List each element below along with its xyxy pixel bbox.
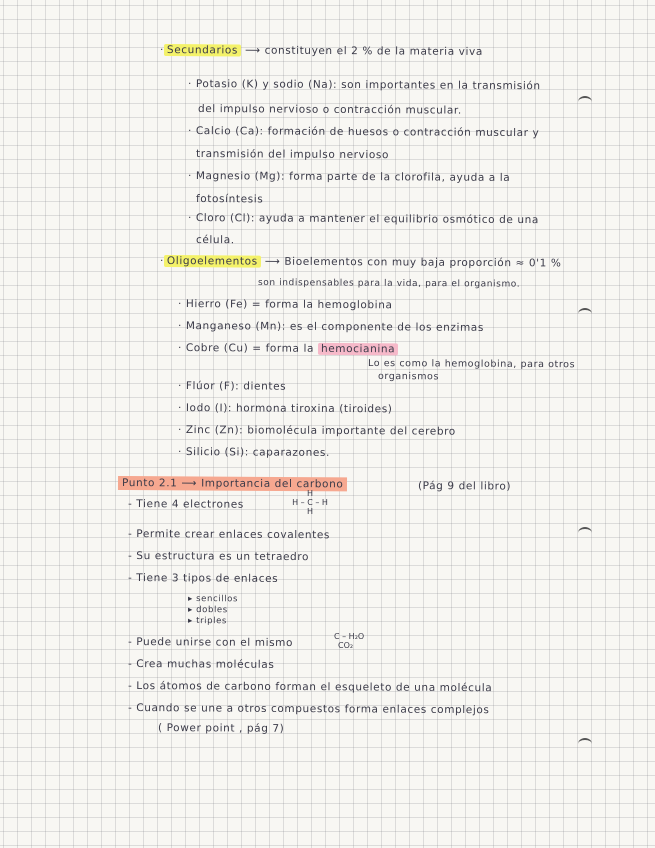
secundarios-heading: · Secundarios ⟶ constituyen el 2 % de la materia viva <box>159 44 483 58</box>
list-item: ▸ sencillos <box>187 594 239 605</box>
list-item: - Puede unirse con el mismo <box>127 636 294 650</box>
carbon-formula: H H – C – H H <box>292 489 328 516</box>
oligoelementos-desc: Bioelementos con muy baja proporción ≈ 0'1 % <box>284 255 562 270</box>
list-item: - Los átomos de carbono forman el esqueleto de una molécula <box>127 680 493 695</box>
hemocianina-note: Lo es como la hemoglobina, para otros <box>367 358 576 371</box>
list-item: ▸ triples <box>187 616 228 627</box>
binder-hole <box>578 96 592 108</box>
list-item: · Cobre (Cu) = forma la hemocianina <box>178 342 398 355</box>
formula-2: C – H₂O CO₂ <box>334 632 365 650</box>
list-item: · Flúor (F): dientes <box>177 380 287 393</box>
list-item: · Iodo (I): hormona tiroxina (tiroides) <box>177 402 393 416</box>
list-item: · Potasio (K) y sodio (Na): son importantes en la transmisión <box>187 78 541 93</box>
punto-label: Punto 2.1 ⟶ Importancia del carbono <box>118 476 347 491</box>
oligoelementos-heading: · Oligoelementos ⟶ Bioelementos con muy baja proporción ≈ 0'1 % <box>159 255 562 270</box>
list-item: - Cuando se une a otros compuestos forma enlaces complejos <box>127 702 490 717</box>
binder-hole <box>578 308 592 320</box>
secundarios-title: Secundarios <box>164 44 241 56</box>
list-item: - Su estructura es un tetraedro <box>127 550 310 564</box>
list-item: ▸ dobles <box>187 605 228 616</box>
list-item: · Zinc (Zn): biomolécula importante del cerebro <box>177 424 456 438</box>
list-item: - Tiene 3 tipos de enlaces <box>127 572 279 585</box>
list-item: ( Power point , pág 7) <box>157 722 285 735</box>
hemocianina-highlight: hemocianina <box>318 343 398 355</box>
punto-title: Importancia del carbono <box>201 477 344 491</box>
list-item: · Cloro (Cl): ayuda a mantener el equilibrio osmótico de una <box>187 212 539 227</box>
list-item: · Calcio (Ca): formación de huesos o contracción muscular y <box>187 125 540 140</box>
list-item: · Hierro (Fe) = forma la hemoglobina <box>177 298 393 312</box>
hemocianina-note-2: organismos <box>377 371 440 383</box>
oligoelementos-desc2: son indispensables para la vida, para el organismo. <box>257 278 521 290</box>
list-item: - Crea muchas moléculas <box>127 658 275 671</box>
list-item: fotosíntesis <box>195 193 264 206</box>
binder-hole <box>578 738 592 750</box>
list-item: - Permite crear enlaces covalentes <box>127 528 331 542</box>
binder-hole <box>578 527 592 539</box>
list-item: célula. <box>195 234 235 247</box>
list-item: · Magnesio (Mg): forma parte de la clorofila, ayuda a la <box>187 170 511 184</box>
oligoelementos-title: Oligoelementos <box>164 255 261 268</box>
list-item: transmisión del impulso nervioso <box>195 148 390 162</box>
punto-ref: (Pág 9 del libro) <box>417 480 512 493</box>
list-item: · Silicio (Si): caparazones. <box>177 446 330 459</box>
list-item: · Manganeso (Mn): es el componente de los enzimas <box>177 320 484 334</box>
secundarios-desc: constituyen el 2 % de la materia viva <box>264 44 483 58</box>
list-item: del impulso nervioso o contracción muscular. <box>197 103 462 117</box>
list-item: - Tiene 4 electrones <box>127 498 244 511</box>
